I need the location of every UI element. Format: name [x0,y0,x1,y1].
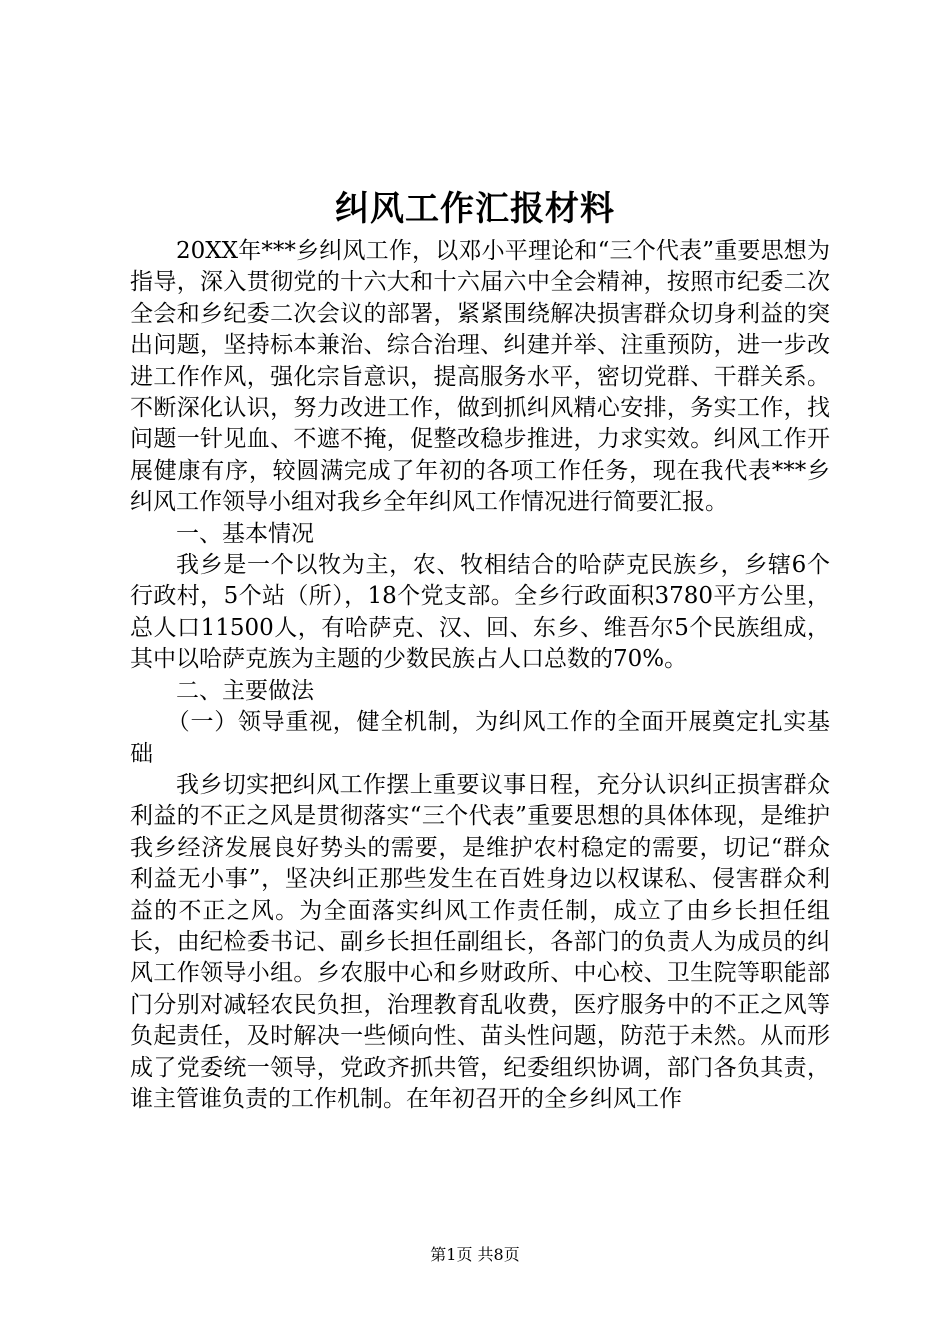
basic-info-paragraph: 我乡是一个以牧为主，农、牧相结合的哈萨克民族乡，乡辖6个行政村，5个站（所），18个党支部。全乡行政面积3780平方公里，总人口11500人，有哈萨克、汉、回、东乡、维吾尔5个民族组成，其中以哈萨克族为主题的少数民族占人口总数的70%。 [130,552,830,673]
leadership-paragraph: 我乡切实把纠风工作摆上重要议事日程，充分认识纠正损害群众利益的不正之风是贯彻落实“三个代表”重要思想的具体体现，是维护我乡经济发展良好势头的需要，是维护农村稳定的需要，切记“群众利益无小事”，坚决纠正那些发生在百姓身边以权谋私、侵害群众利益的不正之风。为全面落实纠风工作责任制，成立了由乡长担任组长，由纪检委书记、副乡长担任副组长，各部门的负责人为成员的纠风工作领导小组。乡农服中心和乡财政所、中心校、卫生院等职能部门分别对减轻农民负担，治理教育乱收费，医疗服务中的不正之风等负起责任，及时解决一些倾向性、苗头性问题，防范于未然。从而形成了党委统一领导，党政齐抓共管，纪委组织协调，部门各负其责，谁主管谁负责的工作机制。在年初召开的全乡纠风工作 [130,771,830,1112]
document-title: 纠风工作汇报材料 [335,189,615,229]
section-heading-methods: 二、主要做法 [176,677,314,704]
intro-paragraph: 20XX年***乡纠风工作，以邓小平理论和“三个代表”重要思想为指导，深入贯彻党的十六大和十六届六中全会精神，按照市纪委二次全会和乡纪委二次会议的部署，紧紧围绕解决损害群众切身利益的突出问题，坚持标本兼治、综合治理、纠建并举、注重预防，进一步改进工作作风，强化宗旨意识，提高服务水平，密切党群、干群关系。不断深化认识，努力改进工作，做到抓纠风精心安排，务实工作，找问题一针见血、不遮不掩，促整改稳步推进，力求实效。纠风工作开展健康有序，较圆满完成了年初的各项工作任务，现在我代表***乡纠风工作领导小组对我乡全年纠风工作情况进行简要汇报。 [130,238,830,516]
section-heading-basic: 一、基本情况 [176,520,314,547]
subsection-heading-leadership: （一）领导重视，健全机制，为纠风工作的全面开展奠定扎实基础 [130,709,830,767]
document-body [130,236,830,1115]
page-footer: 第1页 共8页 [430,1245,520,1264]
